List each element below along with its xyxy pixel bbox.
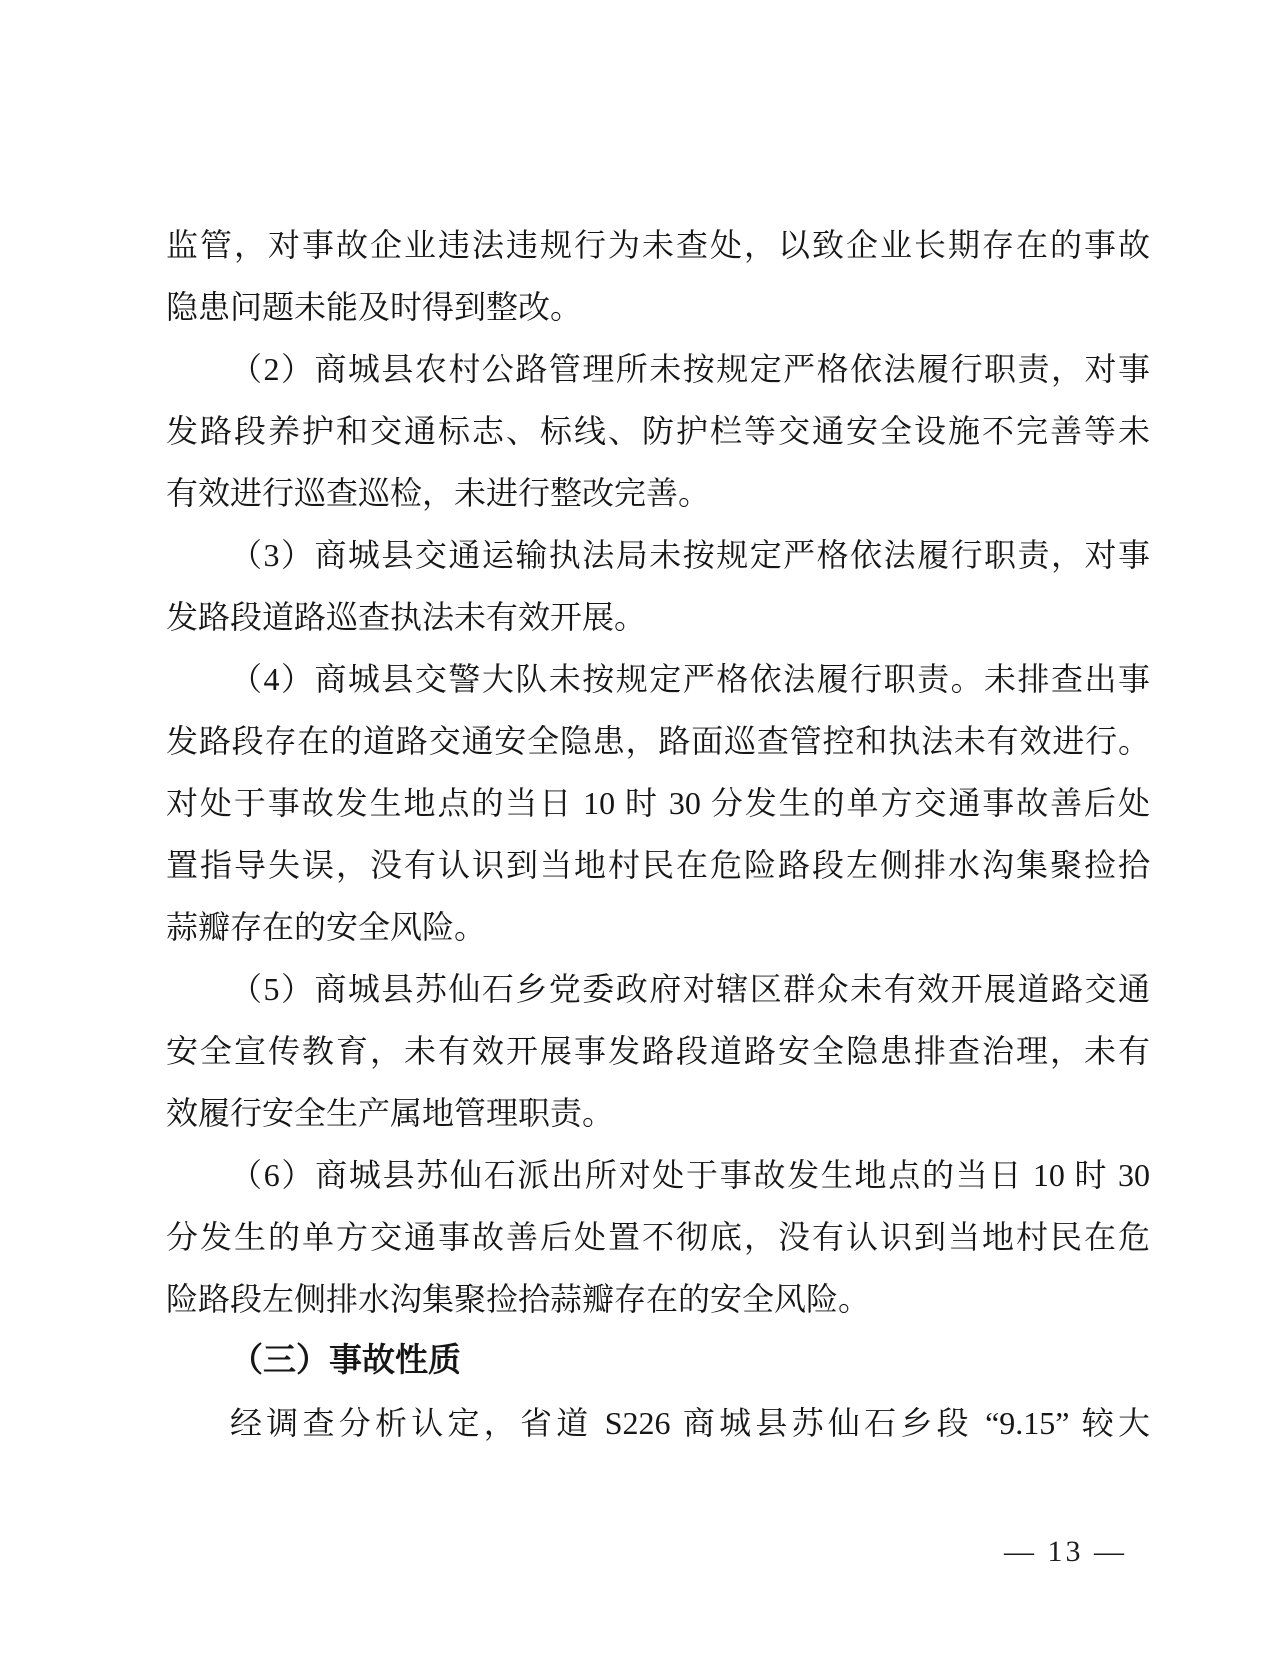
- page-number: — 13 —: [1004, 1535, 1127, 1568]
- text-line: （4）商城县交警大队未按规定严格依法履行职责。未排查出事: [230, 661, 1150, 697]
- text-line: 蒜瓣存在的安全风险。: [166, 909, 487, 945]
- text-line: （5）商城县苏仙石乡党委政府对辖区群众未有效开展道路交通: [230, 971, 1150, 1007]
- text-line: 发路段存在的道路交通安全隐患，路面巡查管控和执法未有效进行。: [166, 723, 1150, 759]
- text-line: （3）商城县交通运输执法局未按规定严格依法履行职责，对事: [230, 537, 1150, 573]
- text-line: 对处于事故发生地点的当日 10 时 30 分发生的单方交通事故善后处: [166, 785, 1150, 821]
- text-line: 险路段左侧排水沟集聚捡拾蒜瓣存在的安全风险。: [166, 1281, 871, 1317]
- text-line: 发路段道路巡查执法未有效开展。: [166, 599, 647, 635]
- section-heading: （三）事故性质: [230, 1343, 461, 1379]
- text-line: 隐患问题未能及时得到整改。: [166, 289, 583, 325]
- text-line: 有效进行巡查巡检，未进行整改完善。: [166, 475, 711, 511]
- report-body: [166, 214, 1150, 1454]
- text-line: 效履行安全生产属地管理职责。: [166, 1095, 615, 1131]
- text-line: 经调查分析认定，省道 S226 商城县苏仙石乡段 “9.15” 较大: [230, 1405, 1150, 1441]
- text-line: 置指导失误，没有认识到当地村民在危险路段左侧排水沟集聚捡拾: [166, 847, 1150, 883]
- text-line: （2）商城县农村公路管理所未按规定严格依法履行职责，对事: [230, 351, 1150, 387]
- text-line: 安全宣传教育，未有效开展事发路段道路安全隐患排查治理，未有: [166, 1033, 1150, 1069]
- text-line: 分发生的单方交通事故善后处置不彻底，没有认识到当地村民在危: [166, 1219, 1150, 1255]
- text-line: 监管，对事故企业违法违规行为未查处，以致企业长期存在的事故: [166, 227, 1150, 263]
- text-line: 发路段养护和交通标志、标线、防护栏等交通安全设施不完善等未: [166, 413, 1150, 449]
- text-line: （6）商城县苏仙石派出所对处于事故发生地点的当日 10 时 30: [230, 1157, 1150, 1193]
